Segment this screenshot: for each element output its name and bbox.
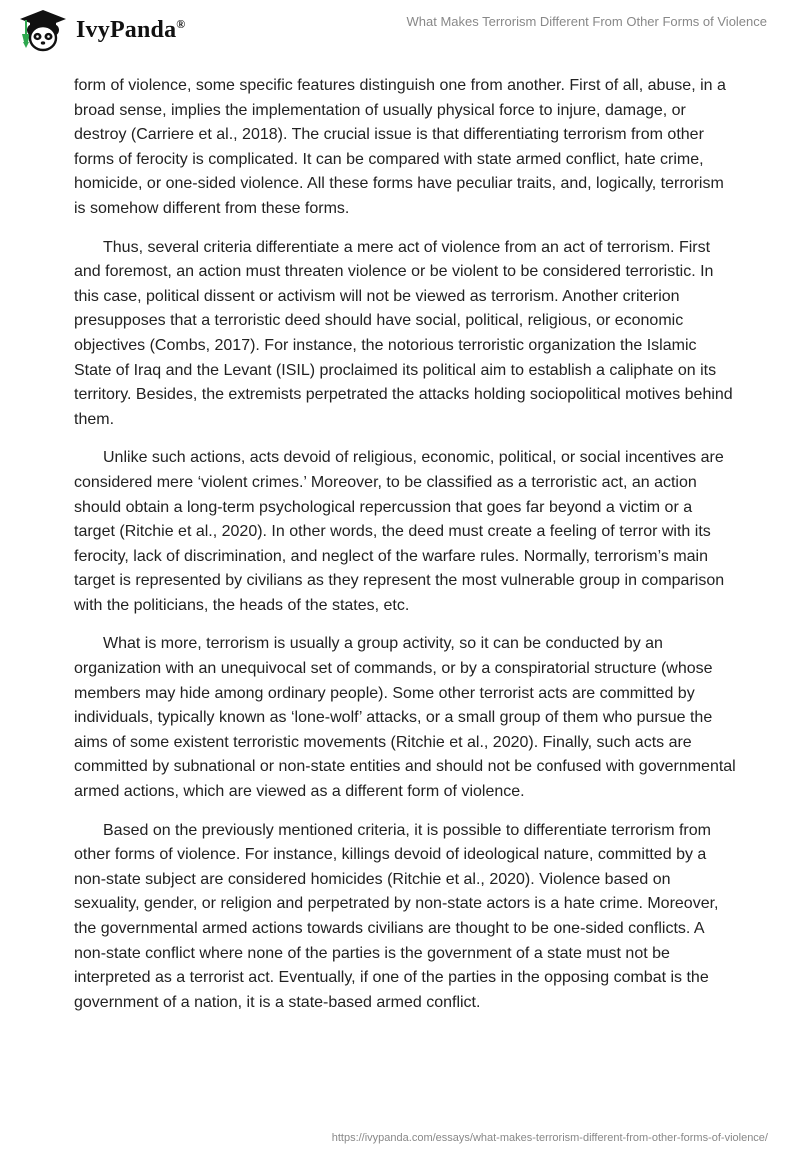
paragraph-2: Thus, several criteria differentiate a mere act of violence from an act of terrorism. First and foremost, an action must threaten violence or be violent to be considered terroristic. In this case, political dissent or activism will not be viewed as terrorism. Another criterion presupposes that a terroristic deed should have social, political, religious, or economic objectives (Combs, 2017). For instance, the notorious terroristic organization the Islamic State of Iraq and the Levant (ISIL) proclaimed its political aim to establish a caliphate on its territory. Besides, the extremists perpetrated the attacks holding sociopolitical motives behind them. <box>74 238 733 428</box>
paragraph-4: What is more, terrorism is usually a group activity, so it can be conducted by an organization with an unequivocal set of commands, or by a conspiratorial structure (whose members may hide among ordinary people). Some other terrorist acts are committed by individuals, typically known as ‘lone-wolf’ attacks, or a small group of them who pursue the aims of some existent terroristic movements (Ritchie et al., 2020). Finally, such acts are committed by subnational or non-state entities and should not be confused with governmental armed actions, which are viewed as a different form of violence. <box>74 635 736 801</box>
paragraph-1: form of violence, some specific features distinguish one from another. First of all, abuse, in a broad sense, implies the implementation of usually physical force to injure, damage, or destroy (Carriere et al., 2018). The crucial issue is that differentiating terrorism from other forms of ferocity is complicated. It can be compared with state armed conflict, hate crime, homicide, or one-sided violence. All these forms have peculiar traits, and, logically, terrorism is somehow different from these forms. <box>74 77 726 217</box>
panda-graduate-logo-icon <box>14 8 72 52</box>
paragraph-3: Unlike such actions, acts devoid of religious, economic, political, or social incentives are considered mere ‘violent crimes.’ Moreover, to be classified as a terroristic act, an action should obtain a long-term psychological repercussion that goes far beyond a victim or a target (Ritchie et al., 2020). In other words, the deed must create a feeling of terror with its ferocity, lack of discrimination, and neglect of the warfare rules. Normally, terrorism’s main target is represented by civilians as they represent the most vulnerable group in comparison with the politicians, the heads of the states, etc. <box>74 449 725 614</box>
page-header <box>0 0 800 70</box>
essay-body <box>74 74 736 1029</box>
brand-name-text: IvyPanda <box>76 16 177 43</box>
paragraph-5: Based on the previously mentioned criteria, it is possible to differentiate terrorism from other forms of violence. For instance, killings devoid of ideological nature, committed by a non-state subject are considered homicides (Ritchie et al., 2020). Violence based on sexuality, gender, or religion and perpetrated by non-state actors is a hate crime. Moreover, the governmental armed actions towards civilians are thought to be one-sided conflicts. A non-state conflict where none of the parties is the government of a state must not be interpreted as a terrorist act. Eventually, if one of the parties in the opposing combat is the government of a nation, it is a state-based armed conflict. <box>74 821 719 1011</box>
brand-name <box>76 17 185 44</box>
document-title: What Makes Terrorism Different From Other Forms of Violence <box>406 14 767 29</box>
registered-mark: ® <box>176 16 186 31</box>
source-url[interactable]: https://ivypanda.com/essays/what-makes-terrorism-different-from-other-forms-of-violence/ <box>331 1132 768 1144</box>
brand-logo[interactable] <box>14 8 185 52</box>
